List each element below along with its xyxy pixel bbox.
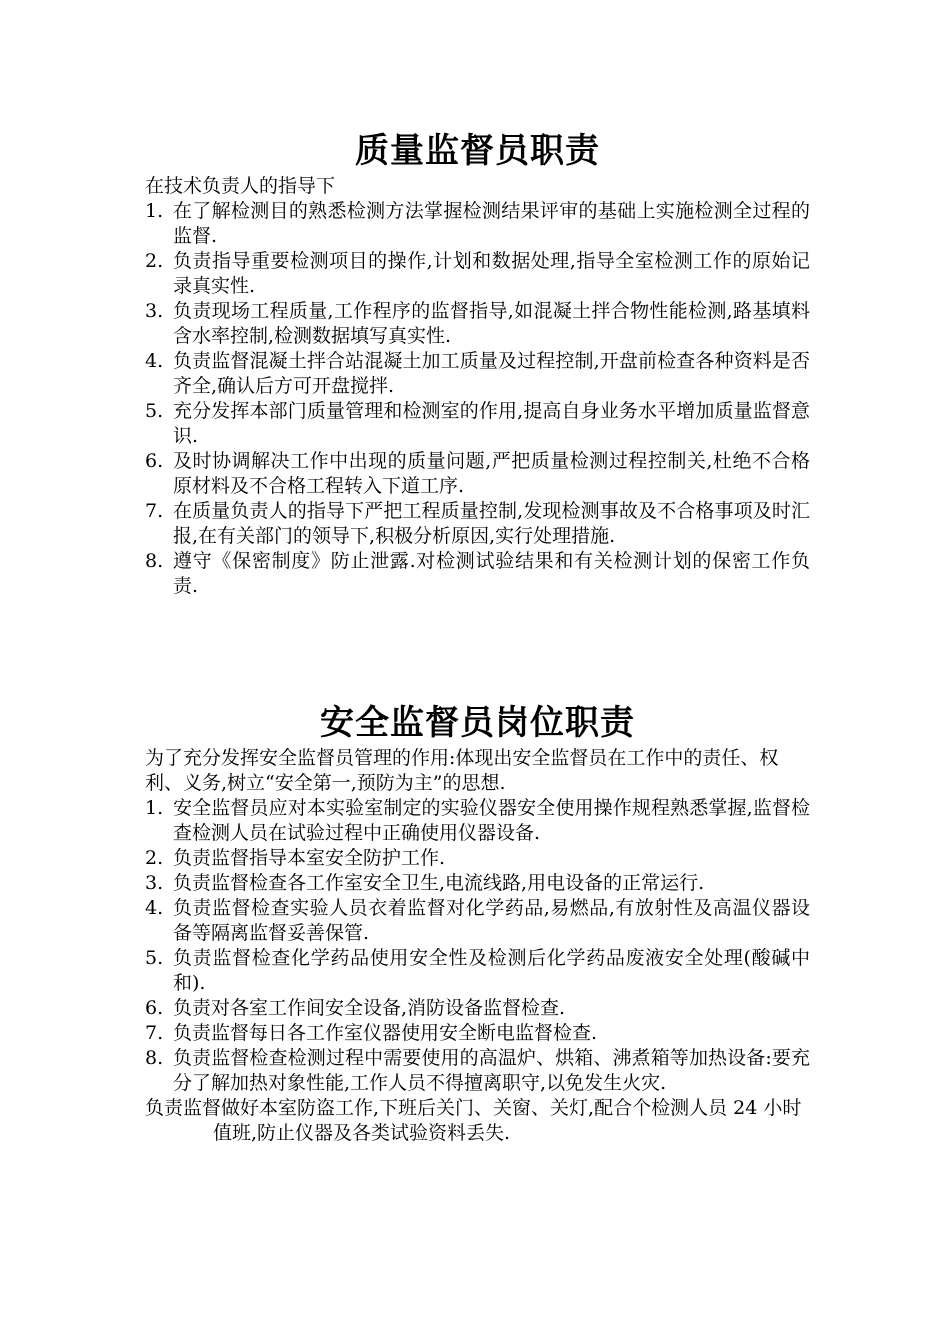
item-number: 7. [145, 1022, 164, 1044]
quality-duty-item-8 [145, 549, 810, 599]
item-number: 7. [145, 500, 164, 522]
safety-closing-paragraph: 负责监督做好本室防盗工作,下班后关门、关窗、关灯,配合个检测人员 24 小时值班,防止仪器及各类试验资料丢失. [145, 1097, 802, 1144]
item-number: 3. [145, 872, 164, 894]
item-text: 负责监督指导本室安全防护工作. [173, 847, 446, 869]
item-number: 8. [145, 550, 164, 572]
item-number: 3. [145, 300, 164, 322]
quality-intro: 在技术负责人的指导下 [145, 175, 336, 197]
item-number: 1. [145, 797, 164, 819]
item-text: 负责监督每日各工作室仪器使用安全断电监督检查. [173, 1022, 598, 1044]
item-number: 1. [145, 200, 164, 222]
quality-duty-item-1 [145, 199, 810, 249]
safety-duty-item-1 [145, 796, 810, 846]
quality-section-title: 质量监督员职责 [355, 131, 600, 171]
safety-supervisor-section [145, 700, 810, 1146]
safety-duty-list [145, 796, 810, 1096]
item-number: 4. [145, 897, 164, 919]
safety-duty-item-7 [145, 1021, 810, 1046]
quality-duty-item-4 [145, 349, 810, 399]
safety-duty-item-3 [145, 871, 810, 896]
item-number: 5. [145, 947, 164, 969]
safety-duty-item-8 [145, 1046, 810, 1096]
quality-duty-item-7 [145, 499, 810, 549]
quality-duty-item-6 [145, 449, 810, 499]
quality-duty-item-5 [145, 399, 810, 449]
item-text: 负责对各室工作间安全设备,消防设备监督检查. [173, 997, 566, 1019]
item-number: 6. [145, 997, 164, 1019]
quality-duty-item-3 [145, 299, 810, 349]
quality-supervisor-section [145, 128, 810, 599]
safety-intro: 为了充分发挥安全监督员管理的作用:体现出安全监督员在工作中的责任、权利、义务,树立“安全第一,预防为主”的思想. [145, 747, 779, 794]
item-text: 在了解检测目的熟悉检测方法掌握检测结果评审的基础上实施检测全过程的监督. [173, 200, 810, 247]
item-text: 负责监督检查实验人员衣着监督对化学药品,易燃品,有放射性及高温仪器设备等隔离监督妥善保管. [173, 897, 810, 944]
item-number: 2. [145, 847, 164, 869]
item-text: 负责指导重要检测项目的操作,计划和数据处理,指导全室检测工作的原始记录真实性. [173, 250, 810, 297]
safety-duty-item-5 [145, 946, 810, 996]
safety-duty-item-4 [145, 896, 810, 946]
item-number: 8. [145, 1047, 164, 1069]
item-text: 及时协调解决工作中出现的质量问题,严把质量检测过程控制关,杜绝不合格原材料及不合格工程转入下道工序. [173, 450, 810, 497]
item-text: 在质量负责人的指导下严把工程质量控制,发现检测事故及不合格事项及时汇报,在有关部门的领导下,积极分析原因,实行处理措施. [173, 500, 810, 547]
item-text: 负责监督检查各工作室安全卫生,电流线路,用电设备的正常运行. [173, 872, 705, 894]
safety-duty-item-6 [145, 996, 810, 1021]
safety-section-title: 安全监督员岗位职责 [320, 703, 635, 743]
item-number: 2. [145, 250, 164, 272]
item-text: 负责现场工程质量,工作程序的监督指导,如混凝土拌合物性能检测,路基填料含水率控制,检测数据填写真实性. [173, 300, 810, 347]
item-text: 安全监督员应对本实验室制定的实验仪器安全使用操作规程熟悉掌握,监督检查检测人员在试验过程中正确使用仪器设备. [173, 797, 810, 844]
quality-duty-list [145, 199, 810, 599]
item-text: 负责监督检查化学药品使用安全性及检测后化学药品废液安全处理(酸碱中和). [173, 947, 810, 994]
item-text: 负责监督混凝土拌合站混凝土加工质量及过程控制,开盘前检查各种资料是否齐全,确认后方可开盘搅拌. [173, 350, 810, 397]
safety-duty-item-2 [145, 846, 810, 871]
item-text: 负责监督检查检测过程中需要使用的高温炉、烘箱、沸煮箱等加热设备:要充分了解加热对象性能,工作人员不得擅离职守,以免发生火灾. [173, 1047, 810, 1094]
item-number: 6. [145, 450, 164, 472]
quality-duty-item-2 [145, 249, 810, 299]
item-text: 遵守《保密制度》防止泄露.对检测试验结果和有关检测计划的保密工作负责. [173, 550, 810, 597]
item-text: 充分发挥本部门质量管理和检测室的作用,提高自身业务水平增加质量监督意识. [173, 400, 810, 447]
item-number: 5. [145, 400, 164, 422]
item-number: 4. [145, 350, 164, 372]
